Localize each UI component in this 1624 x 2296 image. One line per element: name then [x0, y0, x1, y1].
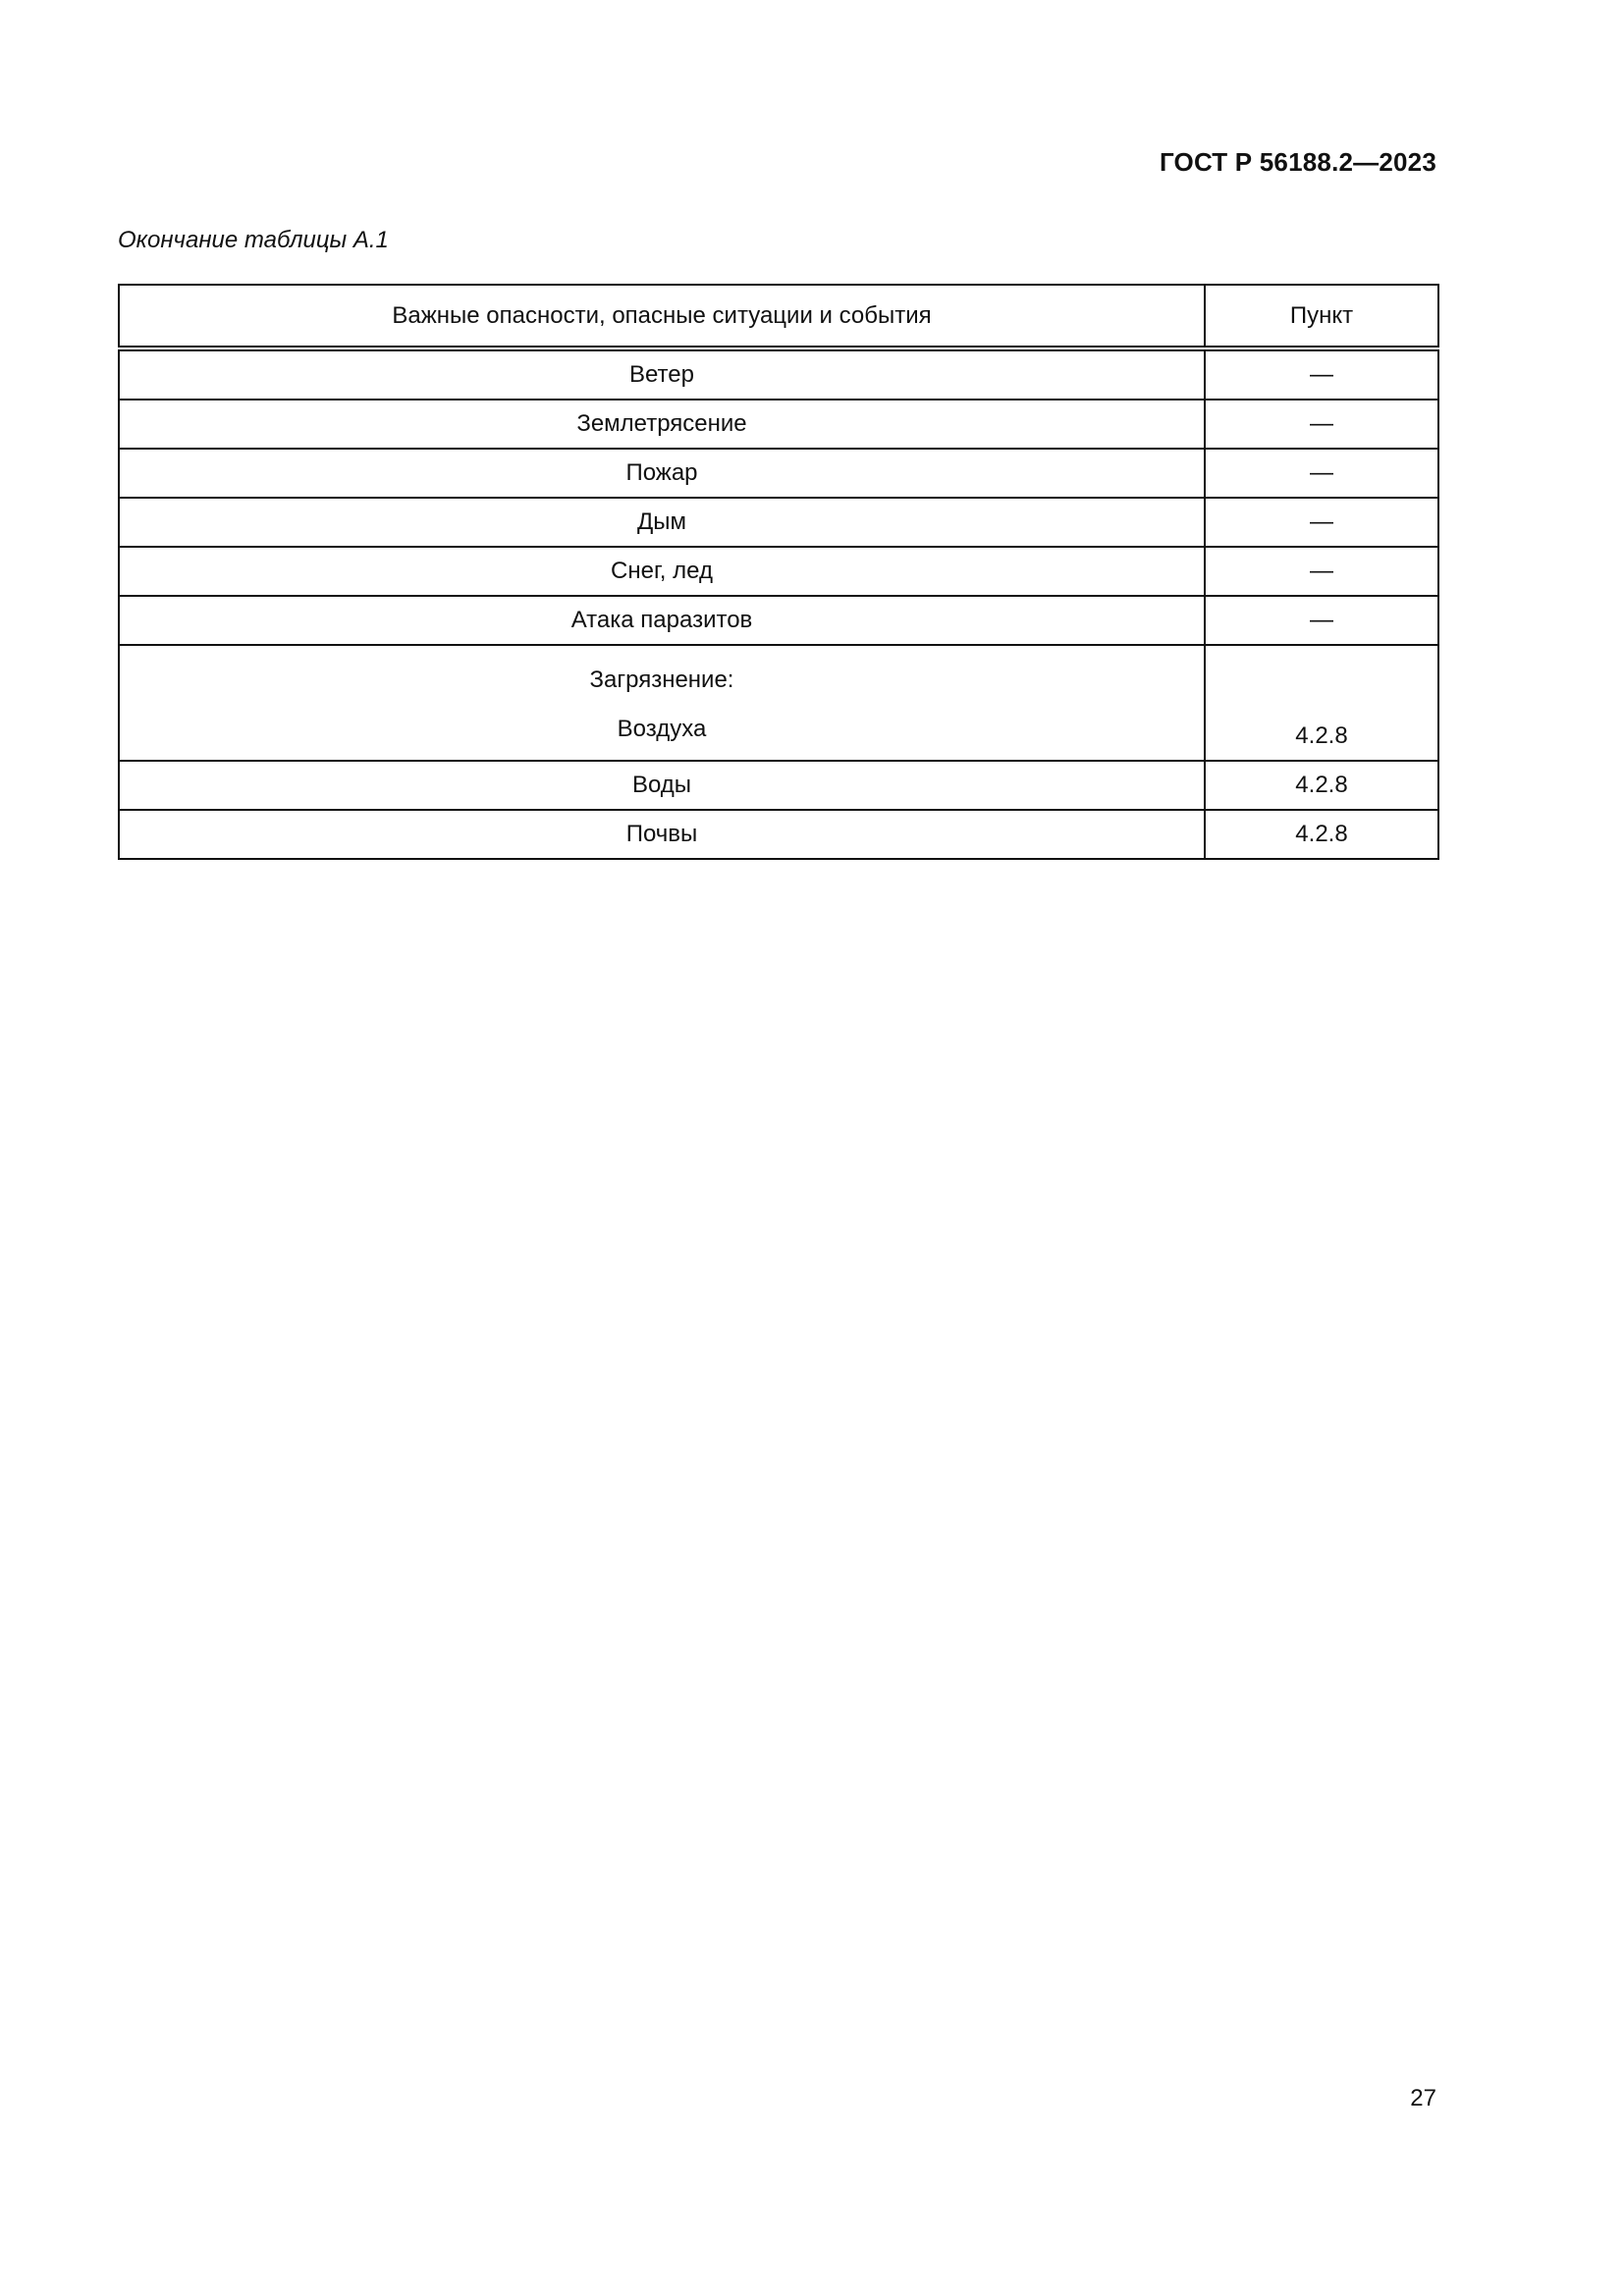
clause-cell: —	[1205, 348, 1438, 400]
hazard-cell: Дым	[119, 498, 1205, 547]
hazards-table	[118, 284, 1439, 860]
clause-cell: —	[1205, 596, 1438, 645]
table-header-row	[119, 285, 1438, 348]
table-row	[119, 498, 1438, 547]
hazard-cell: Почвы	[119, 810, 1205, 859]
document-standard-id: ГОСТ Р 56188.2—2023	[1159, 147, 1436, 177]
clause-cell: —	[1205, 547, 1438, 596]
table-body	[119, 348, 1438, 859]
table-row	[119, 596, 1438, 645]
clause-cell: —	[1205, 400, 1438, 449]
table-row	[119, 547, 1438, 596]
hazard-group-title: Загрязнение:	[589, 667, 734, 693]
table-row	[119, 348, 1438, 400]
column-header-hazards: Важные опасности, опасные ситуации и события	[119, 285, 1205, 348]
clause-cell: 4.2.8	[1205, 645, 1438, 761]
table-row	[119, 761, 1438, 810]
clause-cell: 4.2.8	[1205, 810, 1438, 859]
table-row	[119, 810, 1438, 859]
hazard-cell: Ветер	[119, 348, 1205, 400]
table-header	[119, 285, 1438, 348]
hazard-cell: Воды	[119, 761, 1205, 810]
hazard-cell: Снег, лед	[119, 547, 1205, 596]
clause-cell: —	[1205, 449, 1438, 498]
hazard-cell: Пожар	[119, 449, 1205, 498]
clause-cell: 4.2.8	[1205, 761, 1438, 810]
hazard-group-item: Воздуха	[617, 716, 707, 742]
table-caption: Окончание таблицы А.1	[118, 227, 389, 253]
table-row-group-pollution	[119, 645, 1438, 761]
hazard-group-cell	[119, 645, 1205, 761]
table-row	[119, 400, 1438, 449]
hazard-cell: Землетрясение	[119, 400, 1205, 449]
table-row	[119, 449, 1438, 498]
column-header-clause: Пункт	[1205, 285, 1438, 348]
hazard-cell: Атака паразитов	[119, 596, 1205, 645]
page-number: 27	[1410, 2085, 1436, 2111]
clause-cell: —	[1205, 498, 1438, 547]
